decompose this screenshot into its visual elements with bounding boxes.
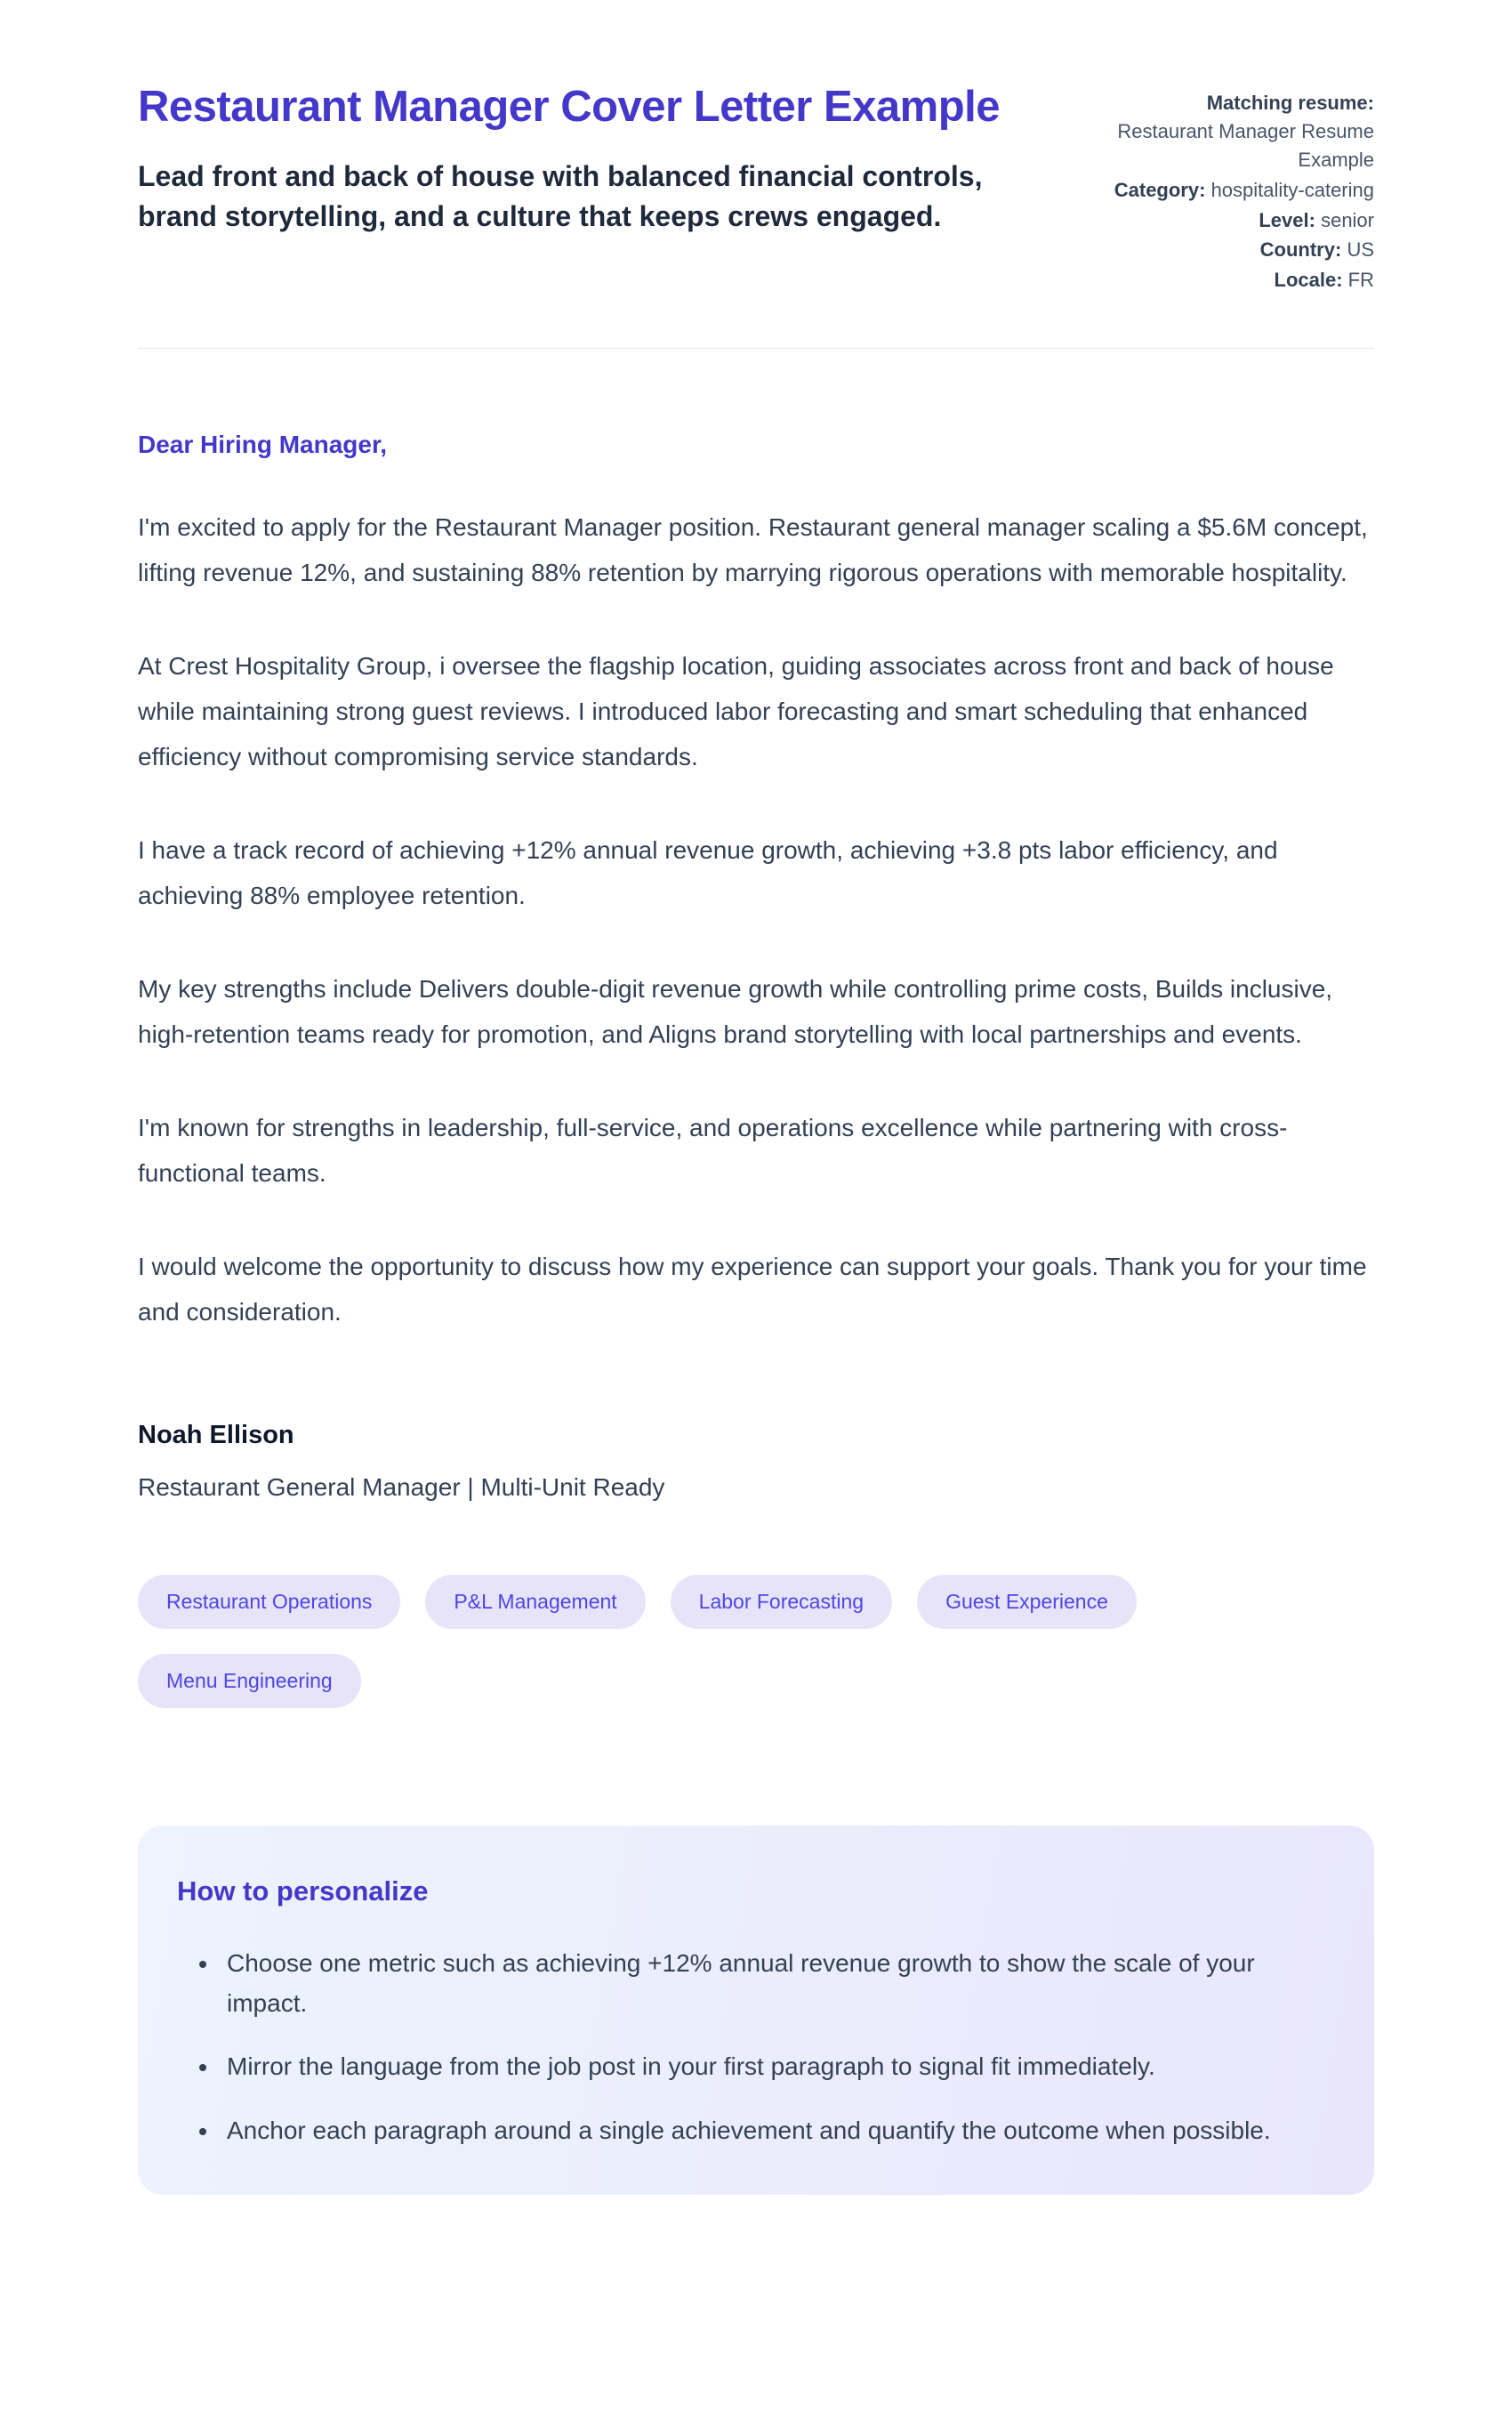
meta-country-value: US: [1347, 238, 1374, 262]
skill-tag: Menu Engineering: [138, 1654, 361, 1708]
salutation: Dear Hiring Manager,: [138, 431, 388, 459]
personalize-tips-list: [177, 1943, 1321, 2150]
meta-locale: [1107, 266, 1374, 294]
skill-tags: [138, 1575, 1250, 1708]
personalize-heading: How to personalize: [177, 1875, 429, 1907]
signature-title: Restaurant General Manager | Multi-Unit Ready: [138, 1472, 665, 1501]
tip-item: • Anchor each paragraph around a single achievement and quantify the outcome when possible.: [220, 2110, 1321, 2150]
meta-country: [1107, 236, 1374, 264]
letter-paragraph: I'm excited to apply for the Restaurant Manager position. Restaurant general manager scaling a $5.6M concept, lifting revenue 12%, and sustaining 88% retention by marrying rigorous operations with memorable hospitality.: [138, 513, 1368, 587]
letter-paragraph: At Crest Hospitality Group, i oversee the flagship location, guiding associates across front and back of house while maintaining strong guest reviews. I introduced labor forecasting and smart scheduling that enhanced efficiency without compromising service standards.: [138, 652, 1334, 771]
meta-category-label: Category:: [1114, 178, 1206, 201]
page-subtitle: Lead front and back of house with balanced financial controls, brand storytelling, and a culture that keeps crews engaged.: [138, 159, 983, 233]
letter-paragraph: My key strengths include Delivers double-digit revenue growth while controlling prime costs, Builds inclusive, high-retention teams ready for promotion, and Aligns brand storytelling with local partnerships and events.: [138, 974, 1333, 1048]
meta-locale-value: FR: [1347, 269, 1374, 292]
signature-name: Noah Ellison: [138, 1420, 294, 1449]
page-title: Restaurant Manager Cover Letter Example: [138, 83, 1000, 131]
meta-matching-resume-value: Restaurant Manager Resume Example: [1117, 119, 1374, 171]
meta-matching-resume-label: Matching resume:: [1206, 92, 1374, 114]
meta-level-value: senior: [1321, 208, 1374, 231]
letter-paragraph: I have a track record of achieving +12% annual revenue growth, achieving +3.8 pts labor efficiency, and achieving 88% employee retention.: [138, 836, 1278, 909]
meta-matching-resume: [1107, 89, 1374, 174]
meta-level: [1107, 206, 1374, 235]
meta-category: [1107, 176, 1374, 205]
skill-tag: Labor Forecasting: [671, 1575, 892, 1629]
letter-body: [138, 431, 1374, 1501]
skill-tag: Guest Experience: [917, 1575, 1137, 1629]
tip-item: • Choose one metric such as achieving +12% annual revenue growth to show the scale of your impact.: [220, 1943, 1321, 2024]
skill-tag: P&L Management: [425, 1575, 645, 1629]
meta-category-value: hospitality-catering: [1210, 178, 1374, 201]
letter-paragraph: I'm known for strengths in leadership, full-service, and operations excellence while partnering with cross-functional teams.: [138, 1113, 1288, 1187]
resume-meta: [1107, 82, 1374, 296]
header-title-block: [138, 82, 1054, 238]
meta-level-label: Level:: [1259, 208, 1315, 231]
personalize-card: [138, 1826, 1374, 2195]
meta-country-label: Country:: [1259, 238, 1342, 262]
meta-locale-label: Locale:: [1274, 269, 1343, 292]
tip-item: • Mirror the language from the job post in your first paragraph to signal fit immediately.: [220, 2046, 1321, 2086]
page-header: [138, 82, 1374, 349]
skill-tag: Restaurant Operations: [138, 1575, 400, 1629]
signature-block: [138, 1421, 1374, 1502]
letter-paragraph: I would welcome the opportunity to discuss how my experience can support your goals. Thank you for your time and consideration.: [138, 1252, 1367, 1326]
